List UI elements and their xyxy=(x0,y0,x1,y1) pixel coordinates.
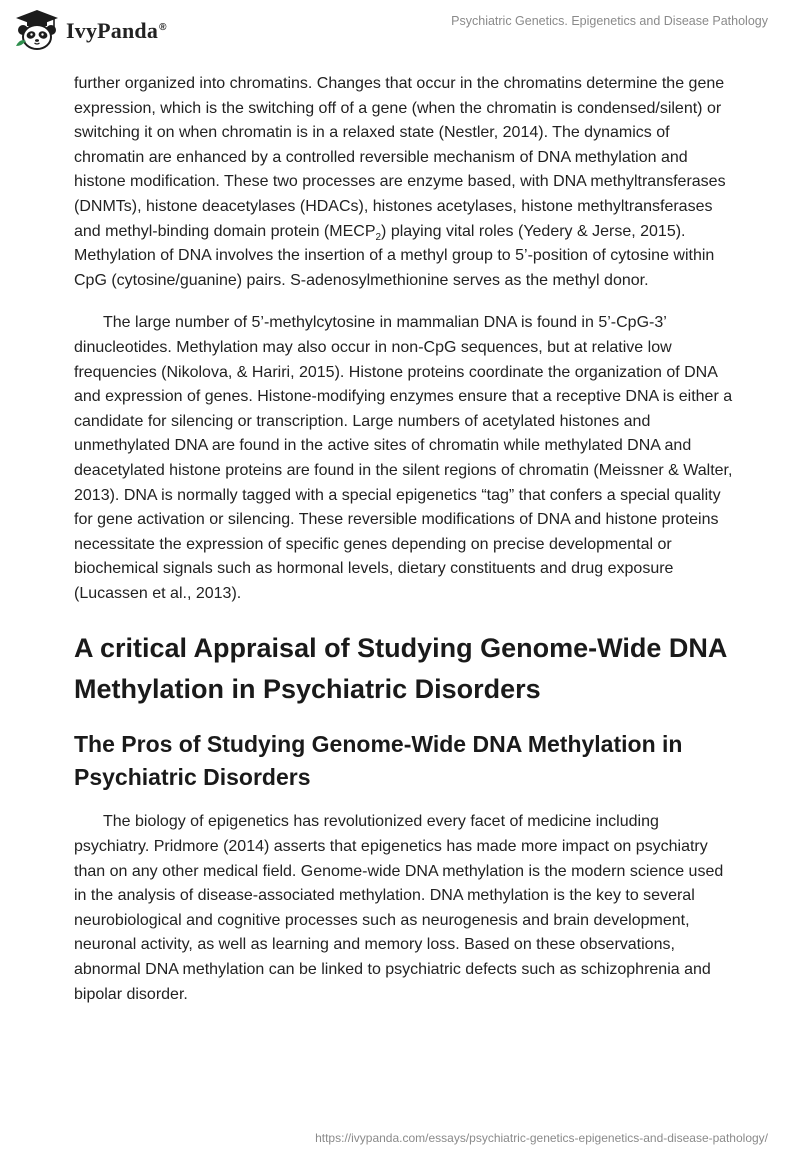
section-heading: A critical Appraisal of Studying Genome-Wide DNA Methylation in Psychiatric Disorders xyxy=(74,633,727,705)
panda-graduate-icon xyxy=(14,8,60,52)
brand-name-text: IvyPanda xyxy=(66,18,159,43)
paragraph-chromatin-text-a: further organized into chromatins. Changes that occur in the chromatins determine the gene expression, which is the switching off of a gene (when the chromatin is condensed/silent) or switching it on when chromatin is in a relaxed state (Nestler, 2014). The dynamics of chromatin are enhanced by a controlled reversible mechanism of DNA methylation and histone modification. These two processes are enzyme based, with DNA methyltransferases (DNMTs), histone deacetylases (HDACs), histones acetylases, histone methyltransferases and methyl-binding domain protein (MECP xyxy=(74,75,726,240)
document-title: Psychiatric Genetics. Epigenetics and Disease Pathology xyxy=(451,14,768,28)
brand-name xyxy=(66,18,167,44)
registered-mark: ® xyxy=(159,21,167,33)
source-url[interactable]: https://ivypanda.com/essays/psychiatric-genetics-epigenetics-and-disease-pathology/ xyxy=(315,1131,768,1145)
subscript-2: 2 xyxy=(375,231,382,243)
subsection-heading: The Pros of Studying Genome-Wide DNA Methylation in Psychiatric Disorders xyxy=(74,731,683,791)
brand-logo[interactable] xyxy=(14,8,167,52)
paragraph-methylcytosine: The large number of 5’-methylcytosine in mammalian DNA is found in 5’-CpG-3’ dinucleotides. Methylation may also occur in non-CpG sequences, but at relative low frequencies (Nikolova, & Hariri, 2015). Histone proteins coordinate the organization of DNA and expression of genes. Histone-modifying enzymes ensure that a receptive DNA is either a candidate for silencing or transcription. Large numbers of acetylated histones and unmethylated DNA are found in the active sites of chromatin while methylated DNA and deacetylated histone proteins are found in the silent regions of chromatin (Meissner & Walter, 2013). DNA is normally tagged with a special epigenetics “tag” that confers a special quality for gene activation or silencing. These reversible modifications of DNA and histone proteins necessitate the expression of specific genes depending on precise developmental or biochemical signals such as hormonal levels, dietary constituents and drug exposure (Lucassen et al., 2013). xyxy=(74,314,733,602)
paragraph-epigenetics-biology: The biology of epigenetics has revolutionized every facet of medicine including psychiatry. Pridmore (2014) asserts that epigenetics has made more impact on psychiatry than on any other medical field. Genome-wide DNA methylation is the modern science used in the analysis of disease-associated methylation. DNA methylation is the key to several neurobiological and cognitive processes such as neurogenesis and brain development, neuronal activity, as well as learning and memory loss. Based on these observations, abnormal DNA methylation can be linked to psychiatric defects such as schizophrenia and bipolar disorder. xyxy=(74,813,724,1003)
page-header xyxy=(0,0,800,60)
paragraph-chromatin-text-b: ) playing vital roles (Yedery & Jerse, 2015). Methylation of DNA involves the insertion of a methyl group to 5’-position of cytosine within CpG (cytosine/guanine) pairs. S-adenosylmethionine serves as the methyl donor. xyxy=(74,222,715,289)
paragraph-chromatin xyxy=(74,72,734,293)
article-body xyxy=(74,72,734,1025)
